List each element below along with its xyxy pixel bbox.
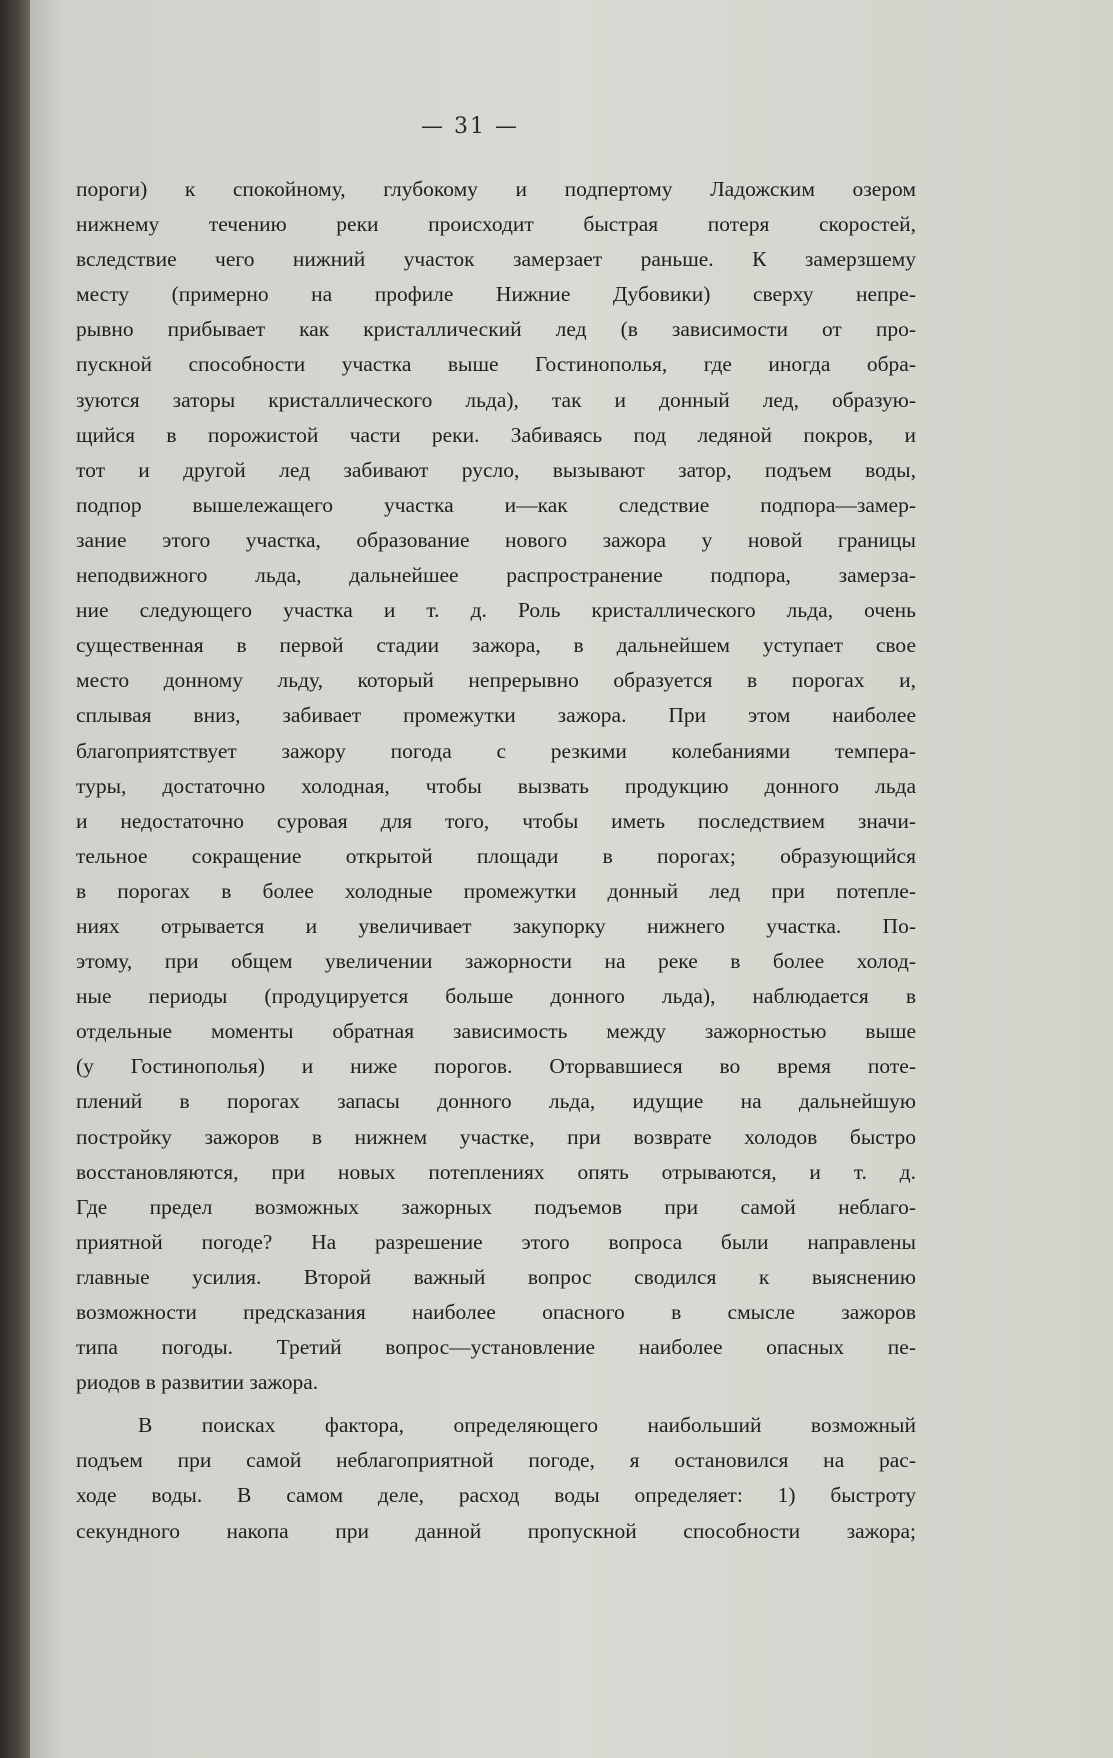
text-line: нижнему течению реки происходит быстрая потеря скоростей, — [76, 212, 916, 237]
text-line: этому, при общем увеличении зажорности на реке в более холод- — [76, 949, 916, 974]
text-line: благоприятствует зажору погода с резкими колебаниями темпера- — [76, 738, 916, 763]
text-line: месту (примерно на профиле Нижние Дубовики) сверху непре- — [76, 282, 916, 307]
text-line: рывно прибывает как кристаллический лед (в зависимости от про- — [76, 317, 916, 342]
text-line: место донному льду, который непрерывно образуется в порогах и, — [76, 668, 916, 693]
text-line: неподвижного льда, дальнейшее распространение подпора, замерза- — [76, 563, 916, 588]
text-line: существенная в первой стадии зажора, в дальнейшем уступает свое — [76, 633, 916, 658]
page-number: — 31 — — [421, 114, 519, 139]
text-line: зуются заторы кристаллического льда), так и донный лед, образую- — [76, 387, 916, 412]
text-line: туры, достаточно холодная, чтобы вызвать продукцию донного льда — [76, 773, 916, 798]
text-line: подъем при самой неблагоприятной погоде, я остановился на рас- — [76, 1448, 916, 1473]
text-line: главные усилия. Второй важный вопрос сводился к выяснению — [76, 1264, 916, 1289]
text-line: (у Гостинополья) и ниже порогов. Оторвавшиеся во время поте- — [76, 1054, 916, 1079]
text-line: вследствие чего нижний участок замерзает раньше. К замерзшему — [76, 247, 916, 272]
text-line: типа погоды. Третий вопрос—установление наиболее опасных пе- — [76, 1335, 916, 1360]
text-line: ходе воды. В самом деле, расход воды определяет: 1) быстроту — [76, 1483, 916, 1508]
text-line: постройку зажоров в нижнем участке, при возврате холодов быстро — [76, 1124, 916, 1149]
text-line: ние следующего участка и т. д. Роль кристаллического льда, очень — [76, 598, 916, 623]
text-line: риодов в развитии зажора. — [76, 1370, 319, 1395]
text-line: щийся в порожистой части реки. Забиваясь под ледяной покров, и — [76, 422, 916, 447]
paragraph-2 — [76, 1408, 916, 1548]
text-line: сплывая вниз, забивает промежутки зажора. При этом наиболее — [76, 703, 916, 728]
text-line: и недостаточно суровая для того, чтобы иметь последствием значи- — [76, 808, 916, 833]
text-line: пороги) к спокойному, глубокому и подпертому Ладожским озером — [76, 177, 916, 201]
book-binding-edge — [0, 0, 30, 1758]
text-line: подпор вышележащего участка и—как следствие подпора—замер- — [76, 492, 916, 517]
text-line: приятной погоде? На разрешение этого вопроса были направлены — [76, 1229, 916, 1254]
text-line: возможности предсказания наиболее опасного в смысле зажоров — [76, 1300, 916, 1324]
text-line: Где предел возможных зажорных подъемов при самой неблаго- — [76, 1194, 916, 1219]
text-line: восстановляются, при новых потеплениях опять отрываются, и т. д. — [76, 1159, 916, 1184]
text-line: тот и другой лед забивают русло, вызывают затор, подъем воды, — [76, 457, 916, 482]
book-page — [30, 0, 1113, 1758]
body-text — [76, 172, 916, 1549]
text-line: зание этого участка, образование нового зажора у новой границы — [76, 527, 916, 552]
text-line: ниях отрывается и увеличивает закупорку нижнего участка. По- — [76, 913, 916, 938]
text-line: пускной способности участка выше Гостинополья, где иногда обра- — [76, 352, 916, 377]
text-line: секундного накопа при данной пропускной способности зажора; — [76, 1518, 916, 1543]
text-line: тельное сокращение открытой площади в порогах; образующийся — [76, 843, 916, 868]
text-line: плений в порогах запасы донного льда, идущие на дальнейшую — [76, 1089, 916, 1114]
text-line: в порогах в более холодные промежутки донный лед при потепле- — [76, 878, 916, 903]
text-line: ные периоды (продуцируется больше донного льда), наблюдается в — [76, 984, 916, 1009]
paragraph-gap — [76, 1400, 916, 1408]
paragraph-1 — [76, 172, 916, 1400]
text-line: отдельные моменты обратная зависимость между зажорностью выше — [76, 1019, 916, 1044]
text-line: В поисках фактора, определяющего наибольший возможный — [138, 1413, 916, 1438]
